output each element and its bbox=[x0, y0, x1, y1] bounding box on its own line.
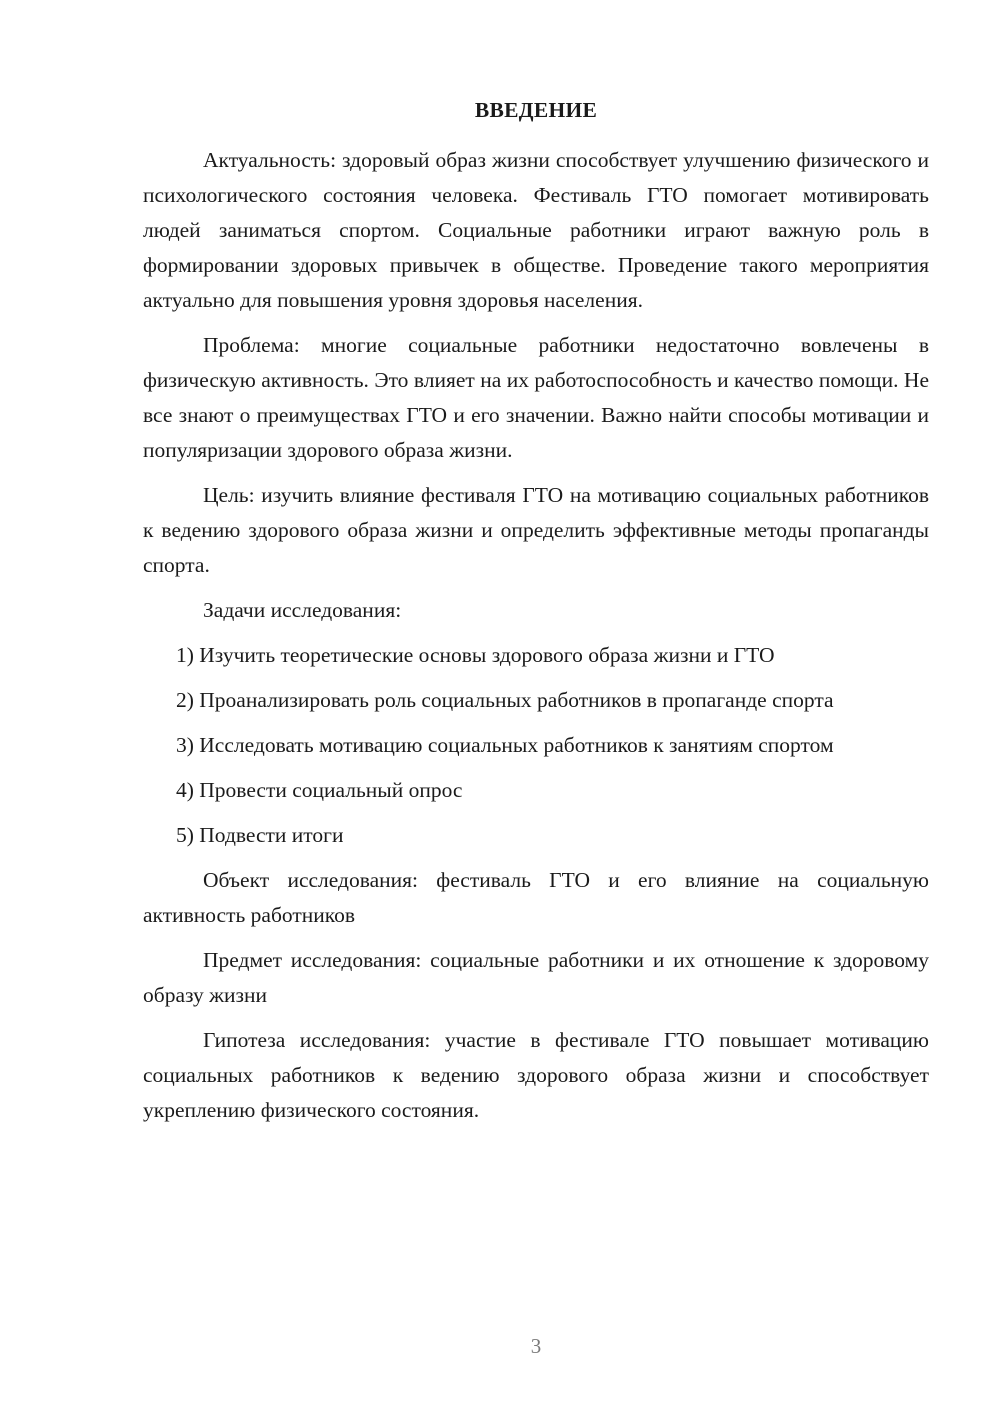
section-heading: ВВЕДЕНИЕ bbox=[474, 98, 598, 122]
task-item-4: 4) Провести социальный опрос bbox=[176, 778, 463, 802]
paragraph-hypothesis: Гипотеза исследования: участие в фестивале ГТО повышает мотивацию социальных работников к ведению здорового образа жизни и способствует укреплению физического состояния. bbox=[143, 1028, 929, 1122]
paragraph-goal: Цель: изучить влияние фестиваля ГТО на мотивацию социальных работников к ведению здорового образа жизни и определить эффективные методы пропаганды спорта. bbox=[143, 483, 929, 577]
paragraph-tasks-intro: Задачи исследования: bbox=[203, 598, 402, 622]
page-number: 3 bbox=[530, 1334, 542, 1358]
paragraph-object: Объект исследования: фестиваль ГТО и его влияние на социальную активность работников bbox=[143, 868, 929, 927]
paragraph-subject: Предмет исследования: социальные работники и их отношение к здоровому образу жизни bbox=[143, 948, 929, 1007]
task-item-5: 5) Подвести итоги bbox=[176, 823, 344, 847]
task-item-1: 1) Изучить теоретические основы здорового образа жизни и ГТО bbox=[176, 643, 775, 667]
task-item-2: 2) Проанализировать роль социальных работников в пропаганде спорта bbox=[176, 688, 834, 712]
paragraph-relevance: Актуальность: здоровый образ жизни способствует улучшению физического и психологического состояния человека. Фестиваль ГТО помогает мотивировать людей заниматься спортом. Социальные работники играют важную роль в формировании здоровых привычек в обществе. Проведение такого мероприятия актуально для повышения уровня здоровья населения. bbox=[143, 148, 929, 312]
task-item-3: 3) Исследовать мотивацию социальных работников к занятиям спортом bbox=[176, 733, 834, 757]
page-content bbox=[143, 93, 929, 1138]
tasks-list bbox=[143, 638, 929, 853]
paragraph-problem: Проблема: многие социальные работники недостаточно вовлечены в физическую активность. Это влияет на их работоспособность и качество помощи. Не все знают о преимуществах ГТО и его значении. Важно найти способы мотивации и популяризации здорового образа жизни. bbox=[143, 333, 929, 462]
